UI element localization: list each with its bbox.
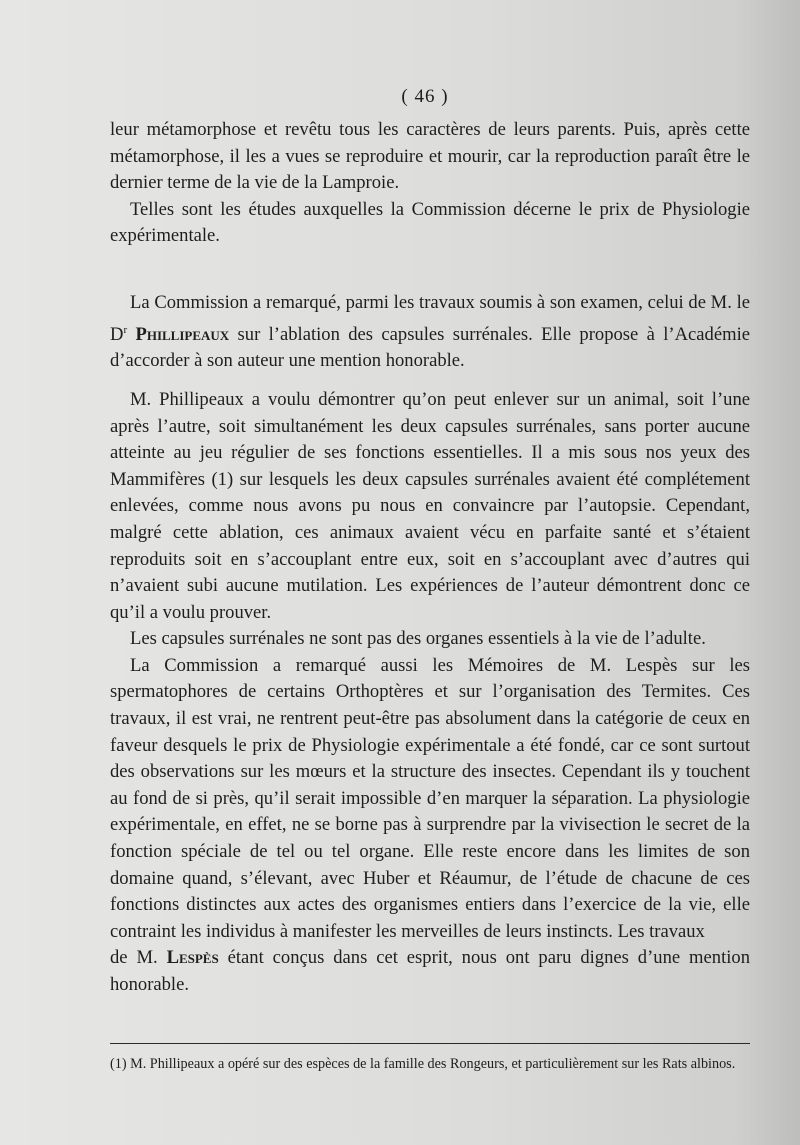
- paragraph-capsules-conclusion: Les capsules surrénales ne sont pas des organes essentiels à la vie de l’adulte.: [130, 628, 706, 650]
- doctor-superscript: r: [123, 323, 128, 336]
- paragraph-phillipeaux-after: sur l’ablation des capsules surrénales. Elle propose à l’Académie d’accorder à son auteur une mention honorable.: [110, 323, 750, 372]
- author-name-lespes: Lespès: [166, 947, 219, 969]
- page-number: ( 46 ): [401, 86, 449, 107]
- paragraph-lespes-before: de M.: [110, 947, 167, 969]
- author-name-phillipeaux: Phillipeaux: [135, 323, 230, 345]
- paragraph-phillipeaux-before: La Commission a remarqué, parmi les travaux soumis à son examen, celui de M. le D: [110, 291, 750, 345]
- footnote-divider: [110, 1043, 750, 1044]
- paragraph-lespes-after: étant conçus dans cet esprit, nous ont paru dignes d’une mention honorable.: [110, 947, 750, 995]
- body-text: [110, 117, 750, 999]
- paragraph-gap: [110, 375, 750, 387]
- paragraph-lamproie: leur métamorphose et revêtu tous les caractères de leurs parents. Puis, après cette métamorphose, il les a vues se reproduire et mourir, car la reproduction paraît être le dernier terme de la vie de la Lamproie.: [110, 119, 750, 194]
- paragraph-lespes-memoires: La Commission a remarqué aussi les Mémoires de M. Lespès sur les spermatophores de certains Orthoptères et sur l’organisation des Termites. Ces travaux, il est vrai, ne rentrent peut-être pas absolument dans la catégorie de ceux en faveur desquels le prix de Physiologie expérimentale a été fondé, car ce sont surtout des observations sur les mœurs et la structure des insectes. Cependant ils y touchent au fond de si près, qu’il serait impossible d’en marquer la séparation. La physiologie expérimentale, en effet, ne se borne pas à surprendre par la vivisection le secret de la fonction spéciale de tel ou tel organe. Elle reste encore dans les limites de son domaine quand, s’élevant, avec Huber et Réaumur, de l’étude de chacune de ces fonctions distinctes aux actes des organismes entiers dans l’exercice de la vie, elle contraint les individus à manifester les merveilles de leurs instincts. Les travaux: [110, 654, 750, 942]
- paragraph-lespes-mention: [110, 945, 750, 998]
- footnote: (1) M. Phillipeaux a opéré sur des espèces de la famille des Rongeurs, et particulièrement sur les Rats albinos.: [110, 1056, 736, 1072]
- paragraph-prix-conclusion: Telles sont les études auxquelles la Commission décerne le prix de Physiologie expérimentale.: [110, 198, 750, 247]
- paragraph-phillipeaux-mention: [110, 290, 750, 375]
- paragraph-phillipeaux-experiment: M. Phillipeaux a voulu démontrer qu’on peut enlever sur un animal, soit l’une après l’autre, soit simultanément les deux capsules surrénales, sans porter aucune atteinte au jeu régulier de ses fonctions essentielles. Il a mis sous nos yeux des Mammifères (1) sur lesquels les deux capsules surrénales avaient été complétement enlevées, comme nous avons pu nous en convaincre par l’autopsie. Cependant, malgré cette ablation, ces animaux avaient vécu en parfaite santé et s’étaient reproduits soit en s’accouplant entre eux, soit en s’accouplant avec d’autres qui n’avaient subi aucune mutilation. Les expériences de l’auteur démontrent donc ce qu’il a voulu prouver.: [110, 388, 750, 623]
- section-gap: [110, 250, 750, 290]
